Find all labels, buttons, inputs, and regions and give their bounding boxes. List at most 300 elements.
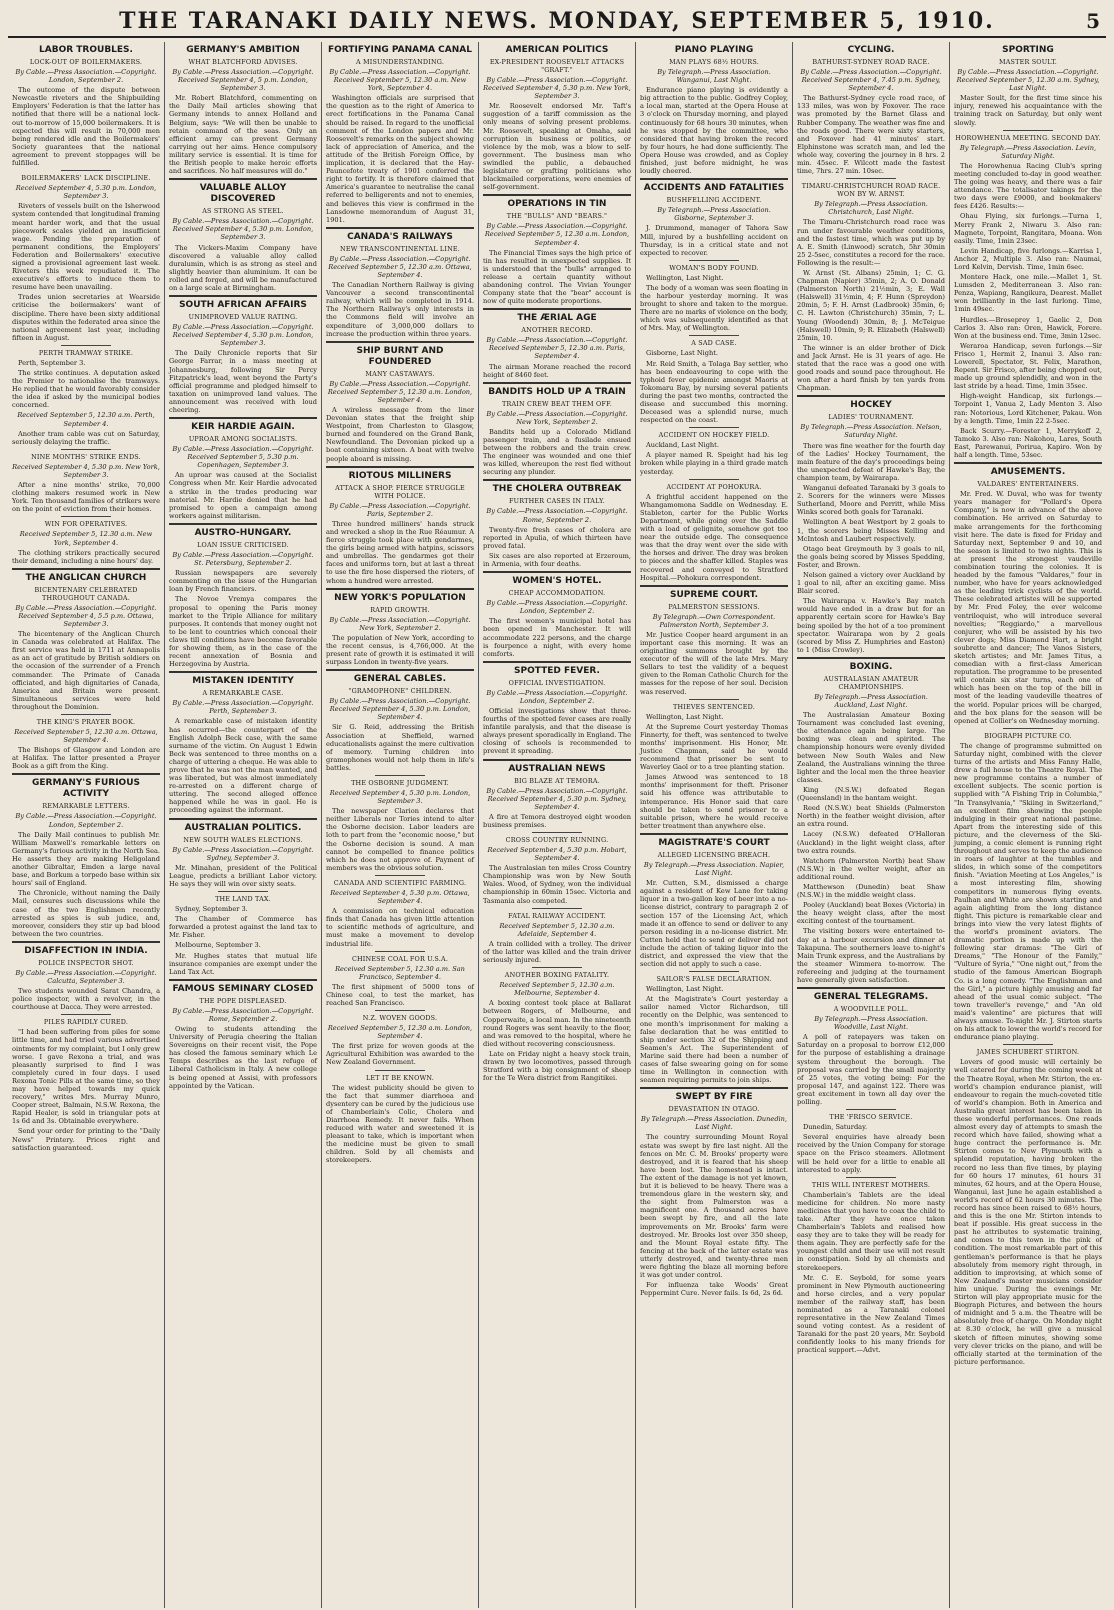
article [483,832,631,905]
column-rule [12,941,160,943]
article-paragraph: A commission on technical education finds that Canada has given little attention to scientific methods of agriculture, and must make a movement to develop industrial life. [326,907,474,948]
article-paragraph: By Telegraph.—Press Association. Levin, Saturday Night. [959,143,1097,160]
article-paragraph: Master Soult, for the first time since his injury, renewed his acquaintance with the training track on Saturday, but only went slowly. [954,94,1102,127]
article-headline: AUSTRO-HUNGARY. [194,527,292,538]
column-rule [169,417,317,419]
section-rule [1003,728,1053,729]
section-rule [1003,1044,1053,1045]
article-headline: AUSTRALIAN POLITICS. [184,822,302,833]
article [954,45,1102,127]
article [797,987,945,1106]
column-rule [169,295,317,297]
article-paragraph: Received September 4, 5.30 p.m. London, September 3. [15,184,157,201]
article-paragraph: Auckland, Last Night. [646,441,719,450]
article-paragraph: The first prize for woven goods at the Agricultural Exhibition was awarded to the New Zealand Government. [326,1042,474,1067]
article-paragraph: By Telegraph.—Press Association. Gisborne, September 3. [657,206,771,223]
column-rule [483,571,631,573]
article-paragraph: By Cable.—Press Association.—Copyright. Rome, September 2. [172,1006,314,1023]
article [169,417,317,520]
column-rule [169,523,317,525]
article-paragraph: Twenty-five fresh cases of cholera are reported in Apulia, of which thirteen have proved fatal. [483,525,631,550]
article-paragraph: Mr. C. E. Seybold, for some years prominent in New Plymouth auctioneering and horse circles, and a very popular member of the railway staff, has been nominated as a Taranaki colonel representative in the New Zealand Times sound voting contest. As a resident of Taranaki for the past 20 years, Mr. Seybold confidently looks to his many friends for practical support.—Advt. [797,1273,945,1355]
article-headline: SOUTH AFRICAN AFFAIRS [179,300,307,311]
article-subhead: UNIMPROVED VALUE RATING. [188,313,298,322]
section-rule [375,1010,425,1011]
article-paragraph: Received September 5, 12.30 a.m. Ottawa, September 4. [14,728,158,745]
article [640,833,788,968]
article-headline: ACCIDENTS AND FATALITIES [643,183,785,194]
article [326,1010,474,1066]
article-paragraph: The population of New York, according to the recent census, is 4,766,000. At the present rate of growth it is estimated it will surpass London in twenty-five years. [326,633,474,667]
article [483,382,631,477]
article-subhead: AUSTRALASIAN AMATEUR CHAMPIONSHIPS. [823,674,919,691]
column-rule [640,585,788,587]
article-paragraph: Watchorn (Palmerston North) beat Shaw (N.S.W.) in the welter weight, after an additional round. [797,856,945,881]
article-subhead: MASTER SOULT. [999,58,1057,66]
article-subhead: "GRAMOPHONE" CHILDREN. [348,687,452,696]
article-paragraph: The newspaper Clarion declares that neither Liberals nor Tories intend to alter the Osborne decision. Labor leaders are loth to part from the "economic noose," but the Osborne decision is sound. A man cannot be compelled to finance politics which he does not approve of. Payment of members was the obvious solution. [326,807,474,872]
article-paragraph: Received September 5, 12.30 a.m. London, September 4. [327,1024,473,1041]
article-subhead: RAPID GROWTH. [370,605,430,614]
article-headline: KEIR HARDIE AGAIN. [191,422,295,433]
article-paragraph: By Cable.—Press Association.—Copyright. Received September 5, 12.30 a.m. Paris, September 4. [486,336,628,361]
article-paragraph: Wellington, Last Night. [646,985,724,994]
article-paragraph: The Daily Mail continues to publish Mr. William Maxwell's remarkable letters on Germany's furious activity in the North Sea. He asserts they are making Heligoland another Gibraltar, Emden a large naval base, and Borkum a torpedo base within six hours' sail of England. [12,830,160,888]
column-rule [326,669,474,671]
section-rule [61,170,111,171]
article-subhead: ALLEGED LICENSING BREACH. [657,850,771,859]
article-subhead: BIOGRAPH PICTURE CO. [984,731,1072,740]
article-subhead: AS STRONG AS STEEL. [202,207,284,216]
article-headline: SWEPT BY FIRE [675,1092,753,1103]
article-subhead: BICENTENARY CELEBRATED THROUGHOUT CANADA. [34,585,138,602]
article-paragraph: The Chamber of Commerce has forwarded a protest against the land tax to Mr. Fisher. [169,915,317,940]
article-paragraph: The Chronicle, without naming the Daily Mail, censures such discussions while the case of the two Englishmen recently arrested as spies is sub judice, and, moreover, considers they stir up bad blood between the two countries. [12,889,160,938]
article [954,462,1102,725]
article [797,1109,945,1174]
article-paragraph: By Telegraph.—Press Association. Christchurch, Last Night. [814,200,928,217]
article-paragraph: The body of a woman was seen floating in the harbour yesterday morning. It was brought to shore and taken to the morgue. There are no marks of violence on the body, which was subsequently identified as that of Mrs. May, of Wellington. [640,283,788,333]
article-paragraph: Montere Hack, one mile.—Mallet 1, St. Lumsden 2, Mediterranean 3. Also ran: Penza, Wapiang, Rangikura, Dearest. Mallet won brilliantly in the last furlong. Time, 1min 49sec. [954,273,1102,314]
article-paragraph: Mr. Justice Cooper heard argument in an important case this morning. It was an originating summons brought by the executor of the will of the late Mrs. Mary Sellars to test the validity of a bequest given to the Roman Catholic Church for the masses for the repose of her soul. Decision was reserved. [640,630,788,696]
article-paragraph: Matthewson (Dunedin) beat Shaw (N.S.W.) in the middle weight class. [797,882,945,900]
article-paragraph: By Cable.—Press Association.—Copyright. Rome, September 2. [486,507,628,524]
column-rule [169,671,317,673]
article-headline: DISAFFECTION IN INDIA. [24,945,148,956]
article-paragraph: Official investigations show that three-fourths of the spotted fever cases are really infantile paralysis, and that the disease is always present sporadically in England. The closing of schools is recommended to prevent it spreading. [483,706,632,756]
article-paragraph: By Cable.—Press Association.—Copyright. Paris, September 2. [329,501,471,518]
column-rule [954,462,1102,464]
article-subhead: CHEAP ACCOMMODATION. [508,589,606,598]
article [640,585,788,696]
article-paragraph: Mr. Hughes states that mutual life insurance companies are exempt under the Land Tax Act. [169,951,317,976]
article-subhead: NINE MONTHS' STRIKE ENDS. [31,452,141,461]
article-paragraph: Received September 5, 12.30 a.m. Melbourne, September 4. [499,981,615,998]
article-headline: GERMANY'S FURIOUS ACTIVITY [32,778,140,800]
article-paragraph: By Telegraph.—Press Association. Dunedin, Last Night. [640,1115,788,1132]
article [326,951,474,1007]
article-paragraph: By Cable.—Press Association.—Copyright. St. Petersburg, September 2. [172,550,314,568]
article-paragraph: High-weight Handicap, six furlongs.—Torpoint 1, Vanua 2, Lady Menton 3. Also ran: Notorious, Lord Kitchener, Pakau. Won by a length. Time, 1min 22 2-5sec. [954,392,1102,425]
article [954,1044,1102,1366]
article-paragraph: The Daily Chronicle reports that Sir George Farrar, in a mass meeting at Johannesburg, following Sir Percy Fitzpatrick's lead, went beyond the Party's official programme and pledged himself to taxation on unimproved land values. The announcement was received with loud cheering. [169,349,317,414]
column-rule [326,341,474,343]
section-rule [61,449,111,450]
article-subhead: DEVASTATION IN OTAGO. [668,1105,760,1114]
article-subhead: ATTACK A SHOP. FIERCE STRUGGLE WITH POLICE. [335,483,465,500]
article-paragraph: The Timaru-Christchurch road race was run under favourable weather conditions, and the fastest time, which was put up by A. E. Smith (Linwood) scratch, 5hr 30min 25 2-5sec, constitutes a record for the race. Following is the result:— [797,218,945,267]
article [483,571,631,658]
article-subhead: THE POPE DISPLEASED. [199,996,287,1005]
article [12,345,160,446]
article-paragraph: Mr. Robert Blatchford, commenting on the Daily Mail articles showing that Germany intends to annex Holland and Belgium, says: "We will then be unable to retain command of the seas. Only an efficient army can prevent Germany carrying out her aims. Hence compulsory military service is essential. It is time for the British people to make heroic efforts and sacrifices. No half measures will do." [169,94,317,176]
article-paragraph: Trades union secretaries at Wearside criticise the boilermakers' want of discipline. There have been sixty additional disputes within the federated area since the national agreement last year, including fifteen in August. [12,293,160,342]
section-rule [846,1177,896,1178]
article [483,661,631,756]
article-subhead: NEW TRANSCONTINENTAL LINE. [340,244,460,253]
column-rule [169,979,317,981]
article-paragraph: The strike continues. A deputation asked the Premier to nationalise the tramways. He replied that he would favorably consider the idea if asked by the municipal bodies concerned. [12,369,160,410]
article [483,967,631,1082]
article-paragraph: Another tram cable was cut on Saturday, seriously delaying the traffic. [12,429,160,446]
article-paragraph: Bandits held up a Colorado Midland passenger train, and a fusilade ensued between the robbers and the train crew. The engineer was wounded and one thief was killed, whereupon the rest fled without securing any plunder. [483,427,631,477]
article-paragraph: The first shipment of 5000 tons of Chinese coal, to test the market, has reached San Francisco. [326,982,474,1007]
article-paragraph: By Cable.—Press Association.—Copyright. New York, September 2. [486,409,628,426]
article-paragraph: By Telegraph.—Press Association. Napier, Last Night. [643,860,785,878]
article-paragraph: Hurdles.—Broseprey 1, Gaelic 2, Don Carlos 3. Also ran: Oren, Hawick, Forere. Won at the business end. Time, 3min 12sec. [954,315,1102,340]
article-headline: THE CHOLERA OUTBREAK [492,484,622,495]
column-rule [640,1087,788,1089]
article [954,728,1102,1041]
article-subhead: BOILERMAKERS' LACK DISCIPLINE. [21,174,151,183]
column-rule [797,395,945,397]
article-paragraph: Reed (N.S.W.) beat Shields (Palmerston North) in the feather weight division, after an extra round. [797,804,945,829]
article-subhead: ACCIDENT ON HOCKEY FIELD. [658,431,770,440]
column-rule [797,657,945,659]
article-paragraph: Two students wounded Sarat Chandra, a police inspector, with a revolver, in the courthouse at Dacca. They were arrested. [12,987,160,1012]
article-headline: WOMEN'S HOTEL. [512,576,602,587]
article-headline: GERMANY'S AMBITION [186,45,300,55]
article-headline: FAMOUS SEMINARY CLOSED [172,983,314,994]
article-paragraph: By Telegraph.—Press Association. Woodville, Last Night. [814,1015,928,1032]
article-paragraph: Dunedin, Saturday. [803,1123,868,1132]
section-rule [689,427,739,428]
article-headline: BOXING. [849,661,893,672]
article-paragraph: Nelson gained a victory over Auckland by 1 goal to nil, after an exciting game. Miss Blair scored. [797,570,945,596]
article-paragraph: The Bathurst-Sydney cycle road race, of 133 miles, was won by Foxover. The race was promoted by the Barnet Glass and Rubber Company. The weather was fine and the roads good. There were sixty starters, and Foxover had 41 minutes' start. Elphinstone was scratch man, and led the whole way, covering the journey in 8 hrs. 2 min. 45sec. F. Wilcott made the fastest time, 7hrs. 27 min. 10sec. [797,94,945,176]
article-paragraph: There was fine weather for the fourth day of the Ladies' Hockey Tournament, the main feature of the day's proceedings being the unexpected defeat of Hawke's Bay, the champion team, by Wairarapa. [797,441,945,482]
article-subhead: THE 'FRISCO SERVICE. [829,1113,913,1122]
article-subhead: LET IT BE KNOWN. [365,1073,434,1082]
article-paragraph: Received September 5, 12.30 a.m. Perth, September 4. [17,411,155,428]
article [483,479,631,568]
section-rule [532,967,582,968]
article-subhead: REMARKABLE LETTERS. [42,802,130,811]
column-5 [636,42,793,1608]
article [169,523,317,668]
article-headline: OPERATIONS IN TIN [507,199,607,210]
column-rule [12,773,160,775]
column-1 [8,42,165,1608]
article-paragraph: The Horowhenua Racing Club's spring meeting concluded to-day in good weather. The going was heavy, and there was a fair attendance. The totalisator takings for the two days were £9000, and bookmakers' fees £426. Results:— [954,161,1102,211]
article-paragraph: A player named R. Speight had his leg broken while playing in a third grade match yesterday. [640,451,788,476]
article [12,714,160,770]
column-rule [326,466,474,468]
article-headline: SPOTTED FEVER. [514,665,600,676]
article-paragraph: By Cable.—Press Association.—Copyright. Received September 4, 5.30 p.m. London, September 3. [172,217,314,242]
article-paragraph: The Bishops of Glasgow and London are at Halifax. The latter presented a Prayer Book as a gift from the King. [12,746,160,771]
section-rule [61,516,111,517]
article-paragraph: By Cable.—Press Association.—Copyright. London, September 2. [15,812,157,829]
masthead-title: THE TARANAKI DAILY NEWS. MONDAY, SEPTEMBER 5, 1910. [119,8,995,34]
article-paragraph: The Australasian ten miles Cross Country Championship was won by New South Wales. Wood, of Sydney, won the individual championship in 60min 15sec. Victoria and Tasmania also competed. [483,864,631,905]
section-rule [532,908,582,909]
column-7 [950,42,1106,1608]
article-paragraph: Mr. Minahan, president of the Political League, predicts a brilliant Labor victory. He says they will win over sixty seats. [169,863,317,888]
article-headline: MISTAKEN IDENTITY [192,676,294,687]
masthead [8,6,1106,38]
article-headline: AUSTRALIAN NEWS [508,763,606,774]
article-paragraph: Endurance piano playing is evidently a big attraction to the public. Godfrey Copley, a local man, started at the Opera House at 3 o'clock on Thursday morning, and played continuously for 68 hours 30 minutes, when he was stopped by the committee, who considered that having broken the record by four hours, he had done sufficiently. The Opera House was crowded, and as Copley finished, just before midnight, he was loudly cheered. [640,86,788,176]
article-paragraph: Wellington A beat Westport by 2 goals to 1, the scorers being Misses Kelling and McIntosh and Laubert respectively. [797,518,945,543]
article [640,178,788,257]
article-paragraph: Received September 5, 12.30 a.m. Adelaide, September 4. [499,921,615,938]
column-rule [483,382,631,384]
section-rule [61,345,111,346]
article-headline: BANDITS HOLD UP A TRAIN [488,386,626,397]
article-headline: FORTIFYING PANAMA CANAL [328,45,472,55]
article-paragraph: The Australasian Amateur Boxing Tournament was concluded last evening, the attendance again being large. The boxing was clean and spirited. The championship honours were evenly divided between New South Wales and New Zealand, the Australians winning the three lighter and the local men the three heavier classes. [797,711,945,784]
article-paragraph: Russian newspapers are severely commenting on the issue of the Hungarian loan by French financiers. [169,569,317,594]
article-paragraph: By Telegraph.—Own Correspondent. Palmerston North, September 3. [652,612,776,629]
article [12,516,160,564]
article-headline: THE ANGLICAN CHURCH [25,572,147,583]
article-paragraph: The visiting boxers were entertained to-day at a harbour excursion and dinner at Takapuna. The southerners leave to-night's Main Trunk express, and the Australians by the steamer Wimmera to-morrow. The refereeing and judging at the tournament have generally given satisfaction. [797,927,945,984]
article-paragraph: By Cable.—Press Association.—Copyright. London, September 2. [15,68,157,85]
article-paragraph: By Cable.—Press Association.—Copyright. Received September 5, 12.30 a.m. Sydney, Last Night. [956,68,1100,93]
article-paragraph: Received September 5, 12.30 a.m. New York, September 4. [19,530,153,547]
article-subhead: NEW SOUTH WALES ELECTIONS. [183,835,303,844]
article-subhead: THE KING'S PRAYER BOOK. [36,718,136,726]
column-rule [12,568,160,570]
article-paragraph: Mr. Fred. W. Duval, who was for twenty years manager for "Pollard's Opera Company," is now in advance of the above combination. He arrived on Saturday to make arrangements for the forthcoming visit here. The date is fixed for Friday and Saturday next, September 9 and 10, and the season is limited to two nights. This is at present the strongest vaudeville combination touring the colonies. It is headed by the famous "Valdares," four in number, who have for years acknowledged as the leading trick cyclists of the world. These celebrated artistes will be supported by Mr. Fred Foley, the ever welcome ventriloquist, who will introduce several novelties; "Reggiardo," a marvellous conjurer, who will be assisted by his two clever dogs; Miss Diamond Hart, a bright soubrette and dancer; The Vanos Sisters, sketch artistes; and Mr. James Titus, a comedian with a first-class American reputation. The programme to be presented will contain six star turns, each one of which has been on the top of the bill in most of the leading vaudeville theatres of the world. Popular prices will be charged, and the box plans for the season will be opened at Collier's on Wednesday morning. [954,490,1102,725]
article-subhead: A WOODVILLE POLL. [833,1005,909,1014]
article-paragraph: The Financial Times says the high price of tin has resulted in unexpected supplies. It is understood that the "bulls" arranged to release a certain quantity without abandoning control. The Vivian Younger Company state that the "bear" account is now of quite moderate proportions. [483,248,631,306]
article-headline: VALUABLE ALLOY DISCOVERED [199,183,287,205]
column-rule [640,178,788,180]
article-subhead: POLICE INSPECTOR SHOT. [38,958,134,967]
article-paragraph: Received September 4, 5.30 p.m. New York, September 3. [12,462,160,479]
article-paragraph: The widest publicity should be given to the fact that summer diarrhoea and dysentery can be cured by the judicious use of Chamberlain's Colic, Cholera and Diarrhoea Remedy. It never fails. When reduced with water and sweetened it is pleasant to take, which is important when the medicine must be given to small children. Sold by all chemists and storekeepers. [326,1083,474,1165]
article [326,341,474,463]
section-rule [846,1109,896,1110]
column-rule [169,178,317,180]
article-paragraph: The Wairarapa v. Hawke's Bay match would have ended in a draw but for an apparently certain score for Hawke's Bay being spoiled by the hot of a too prominent spectator. Wairarapa won by 2 goals (scored by Miss Z. Humphries and Easton) to 1 (Miss Crowley). [797,597,945,654]
article [483,194,631,305]
article-subhead: BUSHFELLING ACCIDENT. [666,196,762,205]
article-subhead: ACCIDENT AT POHOKURA. [666,482,762,491]
article-subhead: FURTHER CASES IN ITALY. [509,497,605,506]
article-paragraph: By Cable.—Press Association.—Copyright. Received September 5, 12.30 a.m. New York, September 4. [329,68,471,93]
article [12,1014,160,1151]
article-paragraph: Received September 4, 5.30 p.m. Hobart, September 4. [487,846,627,863]
article [326,775,474,872]
article-subhead: A MISUNDERSTANDING. [355,58,445,66]
article-headline: LABOR TROUBLES. [39,45,133,55]
section-rule [689,971,739,972]
article [12,45,160,167]
article [797,178,945,392]
article-headline: CANADA'S RAILWAYS [347,231,453,242]
article-subhead: MAN PLAYS 68½ HOURS. [669,58,759,66]
article-subhead: CANADA AND SCIENTIFIC FARMING. [333,878,467,887]
article-paragraph: The Novoe Vremya compares the proposal to opening the Paris money market to the Triple Alliance for military purposes. It contends that money ought not to be lent to countries which conceal their claws till conditions have become favorable for showing them, as in the case of the recent annexation of Bosnia and Herzegovina by Austria. [169,595,317,669]
article-paragraph: Received September 5, 12.30 a.m. San Francisco, September 4. [335,964,465,981]
article-subhead: WHAT BLATCHFORD ADVISES. [188,58,298,66]
article-subhead: ANOTHER BOXING FATALITY. [504,971,610,980]
article-headline: NEW YORK'S POPULATION [334,592,466,603]
article [169,671,317,814]
article [640,427,788,475]
article-paragraph: By Cable.—Press Association.—Copyright. Received September 4, 5.30 p.m. New York, September 3. [483,76,631,101]
article-paragraph: By Cable.—Press Association.—Copyright. Received September 4, 7.45 p.m. Sydney, September 4. [800,68,942,93]
article-paragraph: Wanganui defeated Taranaki by 3 goals to 2. Scorers for the winners were Misses Sutherland, Moore and Perritt, while Miss Winks scored both goals for Taranaki. [797,484,945,517]
article [797,395,945,654]
article-paragraph: Several enquiries have already been received by the Union Company for storage space on the Frisco steamers. Allotment will be held over for a little to enable all interested to apply. [797,1133,945,1174]
article-subhead: LOCK-OUT OF BOILERMAKERS. [29,58,143,66]
section-rule [218,891,268,892]
article-paragraph: Levin Handicap, five furlongs.—Karrisa 1, Anchor 2, Multiple 3. Also ran: Naumai, Lord Kelvin, Dervish. Time, 1min 6sec. [954,246,1102,271]
article-paragraph: For influenza take Woods' Great Peppermint Cure. Never fails. Is 6d, 2s 6d. [640,1281,788,1298]
article-subhead: THE LAND TAX. [215,895,271,904]
column-rule [483,661,631,663]
article-paragraph: The airman Morane reached the record height of 8460 feet. [483,362,631,379]
article-paragraph: By Telegraph.—Press Association. Nelson, Saturday Night. [800,423,942,440]
article-paragraph: Six cases are also reported at Erzeroum, in Armenia, with four deaths. [483,551,631,569]
article-paragraph: By Cable.—Press Association.—Copyright. Calcutta, September 3. [15,968,157,985]
article-paragraph: Received September 4, 5.30 p.m. London, September 3. [329,789,471,806]
article-subhead: THE OSBORNE JUDGMENT. [351,779,449,787]
article [483,759,631,829]
column-rule [483,479,631,481]
article-paragraph: A remarkable case of mistaken identity has occurred—the counterpart of the English Adolph Beck case, with the same surname of the victim. On August 1 Edwin Beck was sentenced to three months on a charge of uttering a cheque. He was able to prove that he was not the man wanted, and was liberated, but was almost immediately re-arrested on a different charge of uttering. The second alleged offence happened while he was in gaol. He is proceeding against the informant. [169,717,317,815]
article-paragraph: A boxing contest took place at Ballarat between Rogers, of Melbourne, and Copperwaite, a local man. In the nineteenth round Rogers was sent heavily to the floor, and was removed to the hospital, where he died without recovering consciousness. [483,999,631,1048]
article-paragraph: Wellington, Last Night. [646,712,724,721]
article-paragraph: Pooley (Auckland) beat Boxes (Victoria) in the heavy weight class, after the most exciting contest of the tournament. [797,901,945,926]
article [640,1087,788,1297]
article-subhead: JAMES SCHUBERT STIRTON. [976,1048,1080,1057]
article-headline: CYCLING. [847,45,895,55]
article-subhead: A REMARKABLE CASE. [202,689,284,698]
article-headline: THE ÆRIAL AGE [517,313,597,324]
article-subhead: THIEVES SENTENCED. [673,702,755,711]
article-paragraph: The clothing strikers practically secured their demand, including a nine hours' day. [12,548,160,565]
article-subhead: OFFICIAL INVESTIGATION. [508,678,606,687]
article-paragraph: By Cable.—Press Association.—Copyright. Received September 4, 5.5 p.m. Ottawa, September 3. [15,603,157,628]
article-paragraph: By Cable.—Press Association.—Copyright. Sydney, September 3. [172,845,314,862]
article-headline: SUPREME COURT. [670,589,758,600]
section-rule [61,714,111,715]
article-subhead: TRAIN CREW BEAT THEM OFF. [502,399,612,408]
article-paragraph: By Cable.—Press Association.—Copyright. Received September 5, 12.30 a.m. Ottawa, September 4. [328,254,472,279]
article-paragraph: The first women's municipal hotel has been opened in Manchester. It will accommodate 222 persons, and the charge is fourpence a night, with every home comforts. [483,617,631,658]
article-paragraph: The winner is an elder brother of Dick and Jack Arnst. He is 31 years of age. He stated that the race was a good one with good roads and sound pace throughout. He won after a hard finish by ten yards from Chapman. [797,343,945,393]
article-headline: GENERAL TELEGRAMS. [813,992,929,1003]
article-paragraph: Otago beat Greymouth by 3 goals to nil, the goals being scored by Misses Spedding, Foster, and Brown. [797,544,945,569]
article [12,773,160,937]
article-paragraph: Lovers of good music will certainly be well catered for during the coming week at the Theatre Royal, when Mr. Stirton, the ex-world's champion endurance pianist, will endeavour to regain the much-coveted title of world's champion. Both in America and Australia great interest has been taken in these wonderful performances. One reads almost every day of attempts to smash the record which have failed, showing what a huge contract the performance is. Mr. Stirton comes to New Plymouth with a splendid reputation, having broken the record no less than five times, by playing for 60 hours 17 minutes, 61 hours 31 minutes, 62 hours, and at the Opera House, Wanganui, last June he again established a world's record of 62 hours 30 minutes. The record has since been raised to 68½ hours, and this is the one Mr. Stirton intends to beat if possible. His great success in the past he attributes to systematic training, and comes to this town in the pink of condition. The most remarkable part of this gentleman's performance is that he plays absolutely from memory right through, in addition to improvising, at which some of New Zealand's master musicians consider him unique. During the evenings Mr. Stirton will play appropriate music for the Biograph Pictures, and between the hours of midnight and 5 a.m. the Theatre will be absolutely free of charge. On Monday night at 8.30 o'clock, he will give a musical sketch of fifteen minutes, showing some very clever tricks on the piano, and will be officially started at the termination of the picture performance. [954,1058,1102,1366]
section-rule [846,178,896,179]
article-paragraph: Sydney, September 3. [175,905,248,914]
article-headline: RIOTOUS MILLINERS [348,470,452,481]
column-2 [165,42,322,1608]
article-subhead: SAILOR'S FALSE DECLARATION. [656,975,772,984]
article-paragraph: By Cable.—Press Association.—Copyright. Received September 4, 5.30 p.m. London, September 3. [172,323,314,348]
article-subhead: CHINESE COAL FOR U.S.A. [351,954,449,963]
article [483,308,631,378]
article-subhead: FATAL RAILWAY ACCIDENT. [508,911,606,920]
article-subhead: THE "BULLS" AND "BEARS." [506,212,608,221]
article-headline: MAGISTRATE'S COURT [658,837,770,848]
article-paragraph: King (N.S.W.) defeated Regan (Queensland) in the bantam weight. [797,785,945,803]
article [640,335,788,424]
article-subhead: UPROAR AMONG SOCIALISTS. [188,435,298,444]
article-paragraph: Received September 4, 5.30 p.m. Ottawa, September 4. [330,888,470,906]
article-paragraph: A fire at Temora destroyed eight wooden business premises. [483,812,631,829]
article [169,45,317,175]
article-paragraph: "I had been suffering from piles for some little time, and had tried various advertised ointments for my complaint, but I only grew worse. I gave Rexona a trial, and was pleasantly surprised to find I was completely cured in four days. I used Rexona Tonic Pills at the same time, so they may have helped towards my quick recovery," writes Mrs. Murray Munro, Cooper street, Balmain, N.S.W. Rexona, the Rapid Healer, is sold in triangular pots at 1s 6d and 3s. Obtainable everywhere. [12,1028,160,1126]
section-rule [375,875,425,876]
article [326,875,474,948]
section-rule [689,479,739,480]
article-paragraph: By Telegraph.—Press Association. Auckland, Last Night. [814,692,928,709]
article-subhead: BATHURST-SYDNEY ROAD RACE. [812,58,930,66]
article-paragraph: Mr. Roosevelt endorsed Mr. Taft's suggestion of a tariff commission as the only means of solving present problems. Mr. Roosevelt, speaking at Omaha, said corruption in business or politics, or violence by the mob, was a blow to self-government. The business man who swindled the public, a debauched legislature or grafting politicians who blackmailed corporations, were enemies of self-government. [483,102,631,192]
article [640,699,788,830]
article-paragraph: W. Arnst (St. Albans) 25min, 1; C. G. Chapman (Napier) 35min, 2; A. O. Donald (Palmerston North) 21½min, 3; E. Wall (Halswell) 31½min, 4; F. Hunn (Spreydon) 20min, 5; F. H. Arnst (Ladbrook) 35min, 6; C. H. Lawton (Christchurch) 35min, 7; L. Young (Woodend) 30min, 8; J. McTeigue (Halswell) 10min, 9; R. Elizabeth (Halswell) 25min, 10. [797,268,945,342]
article [326,45,474,224]
article [12,568,160,711]
article-paragraph: By Cable.—Press Association.—Copyright. Received September 5, 12.30 a.m. London, September 4. [484,222,630,247]
article-subhead: HOROWHENUA MEETING. SECOND DAY. [955,133,1101,142]
article [326,1070,474,1165]
article-paragraph: By Cable.—Press Association.—Copyright. London, September 2. [486,599,628,616]
article-headline: HOCKEY [850,400,892,411]
article-headline: SPORTING [1002,45,1054,55]
section-rule [375,775,425,776]
article-paragraph: Chamberlain's Tablets are the ideal medicine for children. No more nasty medicines that you have to coax the child to take. After they have once taken Chamberlain's Tablets and realised how easy they are to take they will be ready for them again. They are perfectly safe for the youngest child and their use will not result in constipation. Sold by all chemists and storekeepers. [797,1190,945,1272]
column-3 [322,42,479,1608]
article [12,170,160,342]
article-paragraph: The change of programme submitted on Saturday night, combined with the clever turns of the artists and Miss Fanny Halle, drew a full house to the Theatre Royal. The new programme contains a number of excellent subjects. The scenic portion is supplied with "A Fishing Trip in Columbia," "In Transylvania," "Skiing in Switzerland," an excellent film showing the people indulging in their great national pastime. Apart from the interesting side of this picture, and the cleverness of the Ski-jumping, a comic element is running right throughout and serves to keep the audience in roars of laughter at the tumbles and slides, in which some of the competitors finish. "Aviation Meeting at Los Angeles," is a most interesting film, showing competitors in numerous flying events. Paulhan and White are shown starting and again alighting from the long distance flight. This picture is remarkable clear and brings into view the very latest flights of the world's prominent aviators. The dramatic portion is made up with the following star dramas: "The Girl of Dreams," "The Honour of the Family," "Vulture of Syria," "One night out," from the studio of the famous American Biograph Co. is a long comedy. "The Englishman and the Girl," a picture highly amusing and far ahead of the usual comic subject. "The town traveller's revenge," and "An old maid's valentine" are pictures that will always amuse. To-night Mr. J. Stirton starts on his attack to lower the world's record for endurance piano playing. [954,741,1102,1042]
article-paragraph: A poll of ratepayers was taken on Saturday on a proposal to borrow £12,000 for the purpose of establishing a drainage system throughout the borough. The proposal was carried by the small majority of 25 votes, the voting being: For the proposal 147, and against 122. There was great excitement in town all day over the polling. [797,1033,945,1107]
article-paragraph: The bicentenary of the Anglican Church in Canada was celebrated at Halifax. The first service was held in 1711 at Annapolis as an act of gratitude by British soldiers on the occasion of the surrender of a French commander. The Primate of Canada officiated, and high dignitaries of Canada, America and Britain were present. Simultaneous services were held throughout the Dominion. [12,630,160,711]
article-paragraph: A wireless message from the liner Devonian states that the freight ship Westpoint, from Charleston to Glasgow, burned and foundered on the Grand Bank, Newfoundland. The Devonian picked up a boat containing sixteen. A boat with twelve people aboard is missing. [326,406,474,463]
article-subhead: MANY CASTAWAYS. [365,369,435,378]
article-paragraph: By Cable.—Press Association.—Copyright. Received September 4, 5.30 p.m. London, September 4. [329,697,471,722]
column-4 [479,42,636,1608]
section-rule [375,1070,425,1071]
article-subhead: BIG BLAZE AT TEMORA. [514,776,600,785]
article-subhead: PILES RAPIDLY CURED. [43,1018,129,1027]
column-rule [483,194,631,196]
columns [8,42,1106,1608]
article-subhead: N.Z. WOVEN GOODS. [362,1014,438,1023]
article-paragraph: Owing to students attending the University of Perugia cheering the Italian Sovereigns on their recent visit, the Pope has closed the famous seminary which Le Temps describes as the last refuge of Liberal Catholicism in Italy. A new college is being opened at Assisi, with professors appointed by the Vatican. [169,1024,317,1090]
article [12,449,160,514]
column-rule [326,227,474,229]
article-paragraph: Three hundred milliners' hands struck and wrecked a shop in the Rue Réaumur. A fierce struggle took place with gendarmes, the girls being armed with hatpins, scissors and umbrellas. The gendarmes got their faces and uniforms torn, but at last a threat to use the fire hose dispersed the rioters, of whom a hundred were arrested. [326,519,474,585]
